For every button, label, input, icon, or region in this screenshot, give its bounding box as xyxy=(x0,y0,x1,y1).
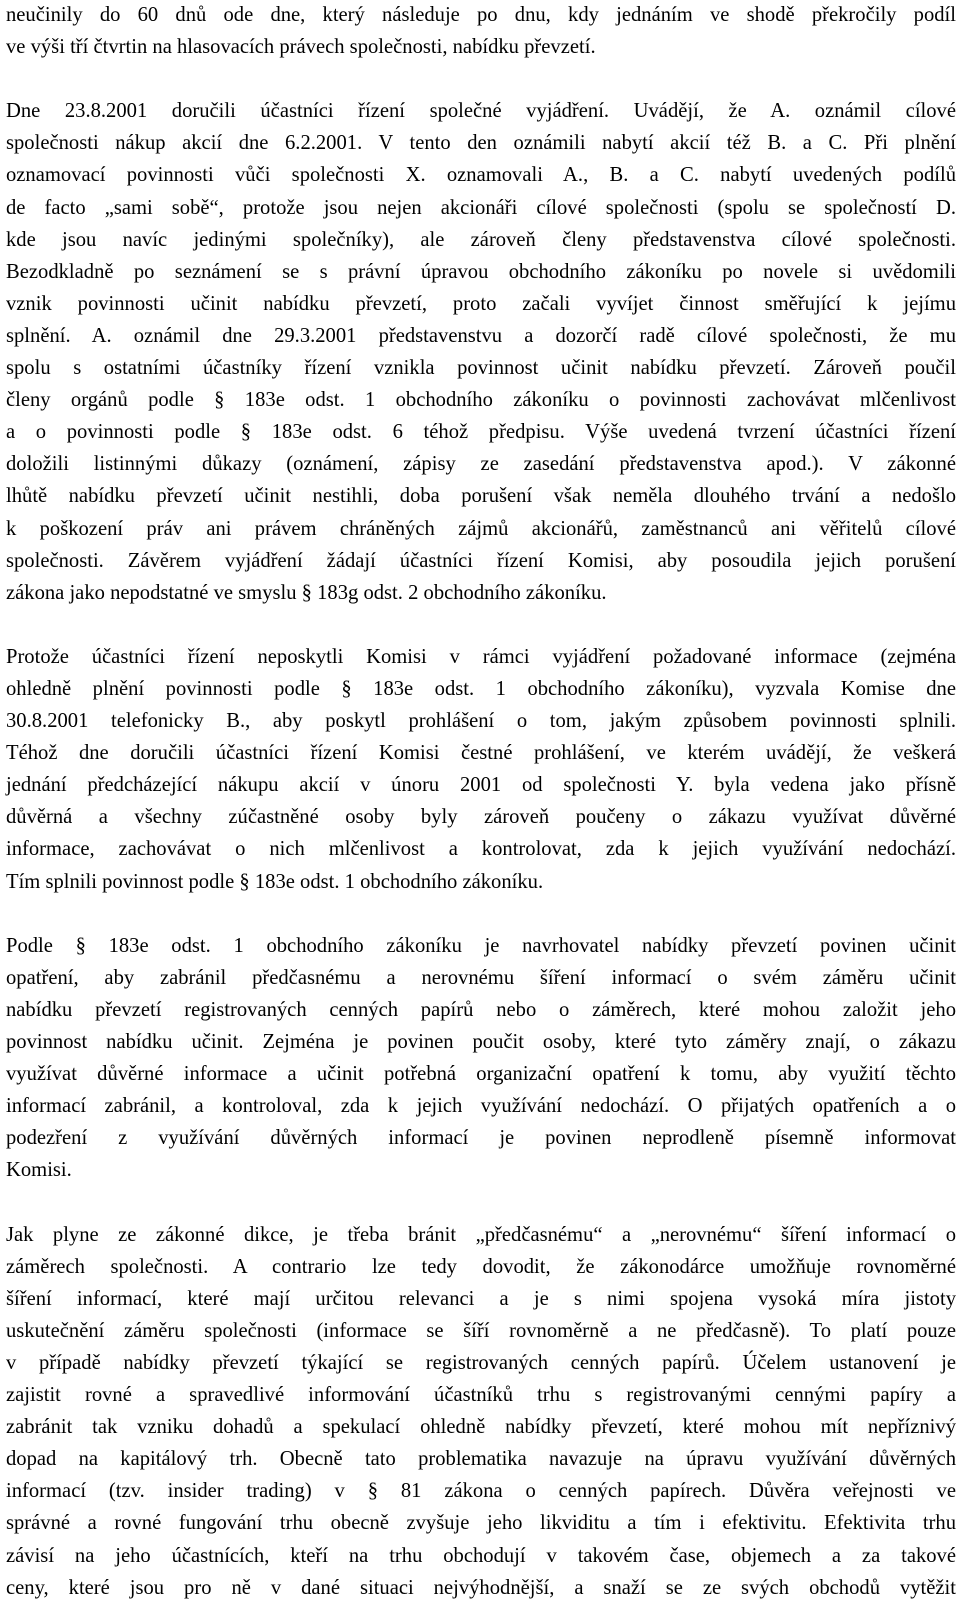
text-line: dopad na kapitálový trh. Obecně tato problematika navazuje na úpravu využívání důvěrných xyxy=(6,1448,956,1471)
paragraph-gap xyxy=(6,63,956,95)
text-line: k poškození práv ani právem chráněných zájmů akcionářů, zaměstnanců ani věřitelů cílové xyxy=(6,517,956,540)
text-line: oznamovací povinnosti vůči společnosti X. oznamovali A., B. a C. nabytí uvedených podílů xyxy=(6,164,956,187)
text-line: de facto „sami sobě“, protože jsou nejen akcionáři cílové společnosti (spolu se společností D. xyxy=(6,196,956,219)
text-line: důvěrná a všechny zúčastněné osoby byly zároveň poučeny o zákazu využívat důvěrné xyxy=(6,806,956,829)
paragraph-5 xyxy=(6,1219,956,1604)
text-line: Komisi. xyxy=(6,1159,72,1182)
paragraph-1 xyxy=(6,0,956,63)
text-line: ohledně plnění povinnosti podle § 183e odst. 1 obchodního zákoníku), vyzvala Komise dne xyxy=(6,677,956,700)
text-line: Jak plyne ze zákonné dikce, je třeba bránit „předčasnému“ a „nerovnému“ šíření informací o xyxy=(6,1223,956,1246)
text-line: a o povinnosti podle § 183e odst. 6 téhož předpisu. Výše uvedená tvrzení účastníci řízení xyxy=(6,421,956,444)
text-line: Dne 23.8.2001 doručili účastníci řízení společné vyjádření. Uvádějí, že A. oznámil cílové xyxy=(6,100,956,123)
text-line: informací (tzv. insider trading) v § 81 zákona o cenných papírech. Důvěra veřejnosti ve xyxy=(6,1480,956,1503)
text-line: splnění. A. oznámil dne 29.3.2001 představenstvu a dozorčí radě cílové společnosti, že mu xyxy=(6,324,956,347)
text-line: 30.8.2001 telefonicky B., aby poskytl prohlášení o tom, jakým způsobem povinnosti splnili. xyxy=(6,710,956,733)
text-line: neučinily do 60 dnů ode dne, který následuje po dnu, kdy jednáním ve shodě překročily podíl xyxy=(6,4,956,26)
text-line: Podle § 183e odst. 1 obchodního zákoníku je navrhovatel nabídky převzetí povinen učinit xyxy=(6,934,956,957)
text-line: doložili listinnými důkazy (oznámení, zápisy ze zasedání představenstva apod.). V zákonné xyxy=(6,453,956,476)
text-line: lhůtě nabídku převzetí učinit nestihli, doba porušení však neměla dlouhého trvání a nedošlo xyxy=(6,485,956,508)
text-line: společnosti. Závěrem vyjádření žádají účastníci řízení Komisi, aby posoudila jejich porušení xyxy=(6,549,956,572)
text-line: využívat důvěrné informace a učinit potřebná organizační opatření k tomu, aby využití těchto xyxy=(6,1063,956,1086)
text-line: zajistit rovné a spravedlivé informování účastníků trhu s registrovanými cennými papíry a xyxy=(6,1384,956,1407)
text-line: zabránit tak vzniku dohadů a spekulací ohledně nabídky převzetí, které mohou mít nepříznivý xyxy=(6,1416,956,1439)
text-line: Bezodkladně po seznámení se s právní úpravou obchodního zákoníku po novele si uvědomili xyxy=(6,260,956,283)
paragraph-3 xyxy=(6,641,956,898)
text-line: záměrech společnosti. A contrario lze tedy dovodit, že zákonodárce umožňuje rovnoměrné xyxy=(6,1255,956,1278)
text-line: opatření, aby zabránil předčasnému a nerovnému šíření informací o svém záměru učinit xyxy=(6,966,956,989)
text-line: společnosti nákup akcií dne 6.2.2001. V tento den oznámili nabytí akcií též B. a C. Při plnění xyxy=(6,132,956,155)
text-line: v případě nabídky převzetí týkající se registrovaných cenných papírů. Účelem ustanovení je xyxy=(6,1351,956,1374)
text-line: spolu s ostatními účastníky řízení vznikla povinnost učinit nabídku převzetí. Zároveň poučil xyxy=(6,357,956,380)
text-line: šíření informací, které mají určitou relevanci a je s nimi spojena vysoká míra jistoty xyxy=(6,1287,956,1310)
document-page xyxy=(6,0,956,1604)
text-line: podezření z využívání důvěrných informací je povinen neprodleně písemně informovat xyxy=(6,1127,956,1150)
paragraph-gap xyxy=(6,898,956,930)
text-line: ceny, které jsou pro ně v dané situaci nejvýhodnější, a snaží se ze svých obchodů vytěžit xyxy=(6,1576,956,1599)
text-line: jednání předcházející nákupu akcií v únoru 2001 od společnosti Y. byla vedena jako přísně xyxy=(6,774,956,797)
text-line: vznik povinnosti učinit nabídku převzetí, proto začali vyvíjet činnost směřující k jejímu xyxy=(6,292,956,315)
text-line: informace, zachovávat o nich mlčenlivost a kontrolovat, zda k jejich využívání nedochází. xyxy=(6,838,956,861)
text-line: uskutečnění záměru společnosti (informace se šíří rovnoměrně a ne předčasně). To platí pouze xyxy=(6,1319,956,1342)
text-line: členy orgánů podle § 183e odst. 1 obchodního zákoníku o povinnosti zachovávat mlčenlivost xyxy=(6,389,956,412)
text-line: Téhož dne doručili účastníci řízení Komisi čestné prohlášení, ve kterém uvádějí, že veškerá xyxy=(6,742,956,765)
paragraph-gap xyxy=(6,609,956,641)
paragraph-4 xyxy=(6,930,956,1187)
text-line: nabídku převzetí registrovaných cenných papírů nebo o záměrech, které mohou založit jeho xyxy=(6,998,956,1021)
text-line: zákona jako nepodstatné ve smyslu § 183g odst. 2 obchodního zákoníku. xyxy=(6,581,607,604)
paragraph-2 xyxy=(6,95,956,609)
text-line: závisí na jeho účastnících, kteří na trhu obchodují v takovém čase, objemech a za takové xyxy=(6,1544,956,1567)
paragraph-gap xyxy=(6,1186,956,1218)
text-line: povinnost nabídku učinit. Zejména je povinen poučit osoby, které tyto záměry znají, o zákazu xyxy=(6,1031,956,1053)
text-line: kde jsou navíc jedinými společníky), ale zároveň členy představenstva cílové společnosti. xyxy=(6,228,956,251)
text-line: správné a rovné fungování trhu obecně zvyšuje jeho likviditu a tím i efektivitu. Efektivita trhu xyxy=(6,1512,956,1535)
text-line: Tím splnili povinnost podle § 183e odst. 1 obchodního zákoníku. xyxy=(6,870,544,893)
text-line: Protože účastníci řízení neposkytli Komisi v rámci vyjádření požadované informace (zejména xyxy=(6,645,956,668)
text-line: ve výši tří čtvrtin na hlasovacích právech společnosti, nabídku převzetí. xyxy=(6,36,596,59)
text-line: informací zabránil, a kontroloval, zda k jejich využívání nedochází. O přijatých opatřeních a o xyxy=(6,1095,956,1118)
